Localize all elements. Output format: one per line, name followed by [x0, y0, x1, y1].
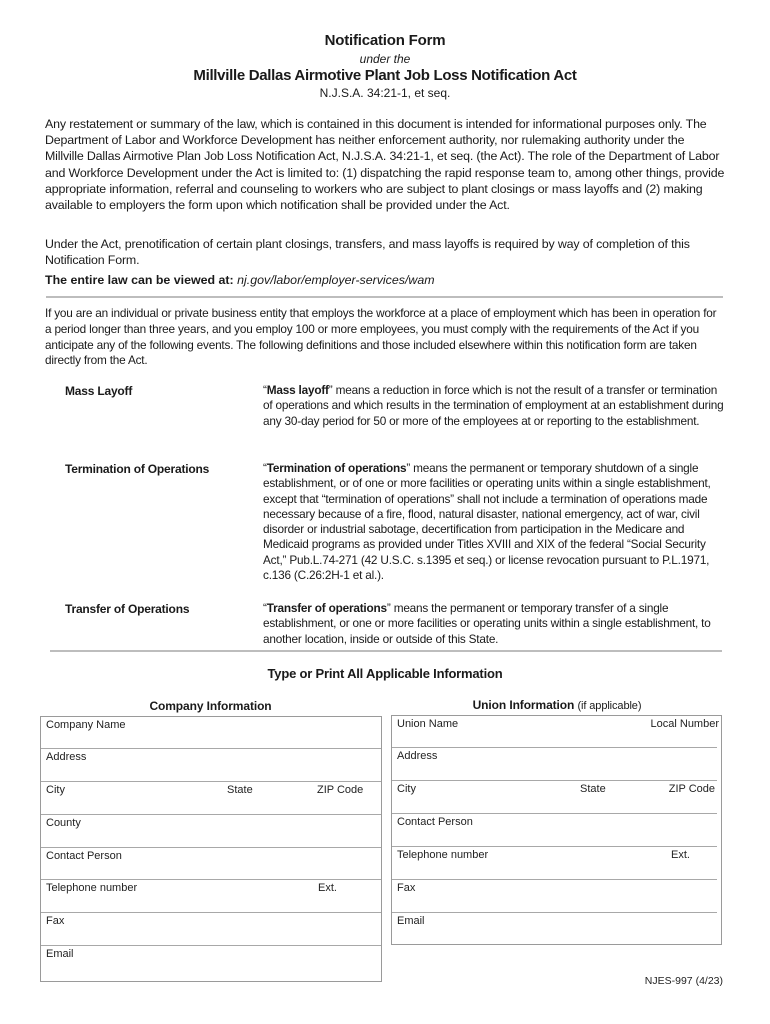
union-heading-text: Union Information: [472, 698, 575, 712]
definition-term-mass-layoff: Mass Layoff: [65, 384, 133, 398]
field-label: Contact Person: [46, 850, 122, 862]
company-info-box: [40, 716, 382, 982]
definition-text: ” means a reduction in force which is not the result of a transfer or termination of operations and which results in the termination of employment at an establishment during any 30-day period for 50 or more of the employees at or reporting to the establishment.: [263, 383, 724, 428]
definition-term-transfer: Transfer of Operations: [65, 602, 190, 616]
field-label: Fax: [397, 882, 416, 894]
telephone-label: Telephone number: [46, 882, 138, 894]
telephone-label: Telephone number: [397, 849, 489, 861]
requirements-paragraph: If you are an individual or private business entity that employs the workforce at a place of employment which has been in operation for a period longer than three years, and you employ 100 or more employees, you must comply with the requirements of the Act if you anticipate any of the following events. The following definitions and those included elsewhere within this notification form are taken directly from the Act.: [45, 306, 717, 368]
definition-text: ” means the permanent or temporary shutdown of a single establishment, or of one or more facilities or operating units within a single establishment, except that “termination of operations” shall not include a termination of operations made necessary because of a fire, flood, natural disaster, national emergency, act of war, civil disorder or industrial sabotage, decertification from participation in the Medicare and Medicaid programs as provided under Titles XVIII and XIX of the federal “Social Security Act,” Pub.L.74-271 (42 U.S.C. s.1395 et seq.) or license revocation pursuant to P.L.1971, c.136 (C.26:2H-1 et al.).: [263, 461, 711, 583]
form-title: Notification Form: [324, 32, 446, 49]
union-city-state-zip-row[interactable]: [392, 781, 717, 814]
zip-label: ZIP Code: [317, 784, 364, 796]
company-fax-field[interactable]: [41, 913, 381, 946]
field-label: Company Name: [46, 719, 126, 731]
form-subtitle: under the: [359, 52, 411, 66]
prenotification-paragraph: Under the Act, prenotification of certain plant closings, transfers, and mass layoffs is required by way of completion of this Notification Form.: [45, 237, 690, 268]
union-info-heading: [391, 698, 723, 712]
defined-term: Mass layoff: [266, 383, 329, 397]
act-title: Millville Dallas Airmotive Plant Job Loss Notification Act: [193, 67, 577, 84]
quote-mark: “: [263, 383, 267, 397]
definition-body-transfer: [263, 601, 725, 647]
field-label: Fax: [46, 915, 65, 927]
ext-label: Ext.: [318, 882, 337, 894]
company-city-state-zip-row[interactable]: [41, 782, 381, 815]
state-label: State: [227, 784, 253, 796]
union-name-label: Union Name: [397, 718, 459, 730]
field-label: Email: [397, 915, 425, 927]
local-number-label: Local Number: [650, 718, 719, 730]
company-email-field[interactable]: [41, 946, 381, 981]
union-info-box: [391, 715, 722, 945]
union-address-field[interactable]: [392, 748, 717, 781]
quote-mark: “: [263, 461, 267, 475]
quote-mark: “: [263, 601, 267, 615]
union-fax-field[interactable]: [392, 880, 717, 913]
form-code: NJES-997 (4/23): [644, 975, 723, 987]
field-label: County: [46, 817, 81, 829]
company-info-heading: Company Information: [149, 699, 272, 713]
company-address-field[interactable]: [41, 749, 381, 782]
form-section-heading: Type or Print All Applicable Information: [267, 666, 503, 681]
definition-text: ” means the permanent or temporary transfer of a single establishment, or one or more facilities or operating units within a single establishment, to another location, inside or outside of this State.: [263, 601, 711, 646]
field-label: Email: [46, 948, 74, 960]
statute-citation: N.J.S.A. 34:21-1, et seq.: [319, 86, 451, 100]
union-heading-note: (if applicable): [577, 700, 642, 712]
company-telephone-row[interactable]: [41, 880, 381, 913]
union-contact-person-field[interactable]: [392, 814, 717, 847]
law-reference-label: The entire law can be viewed at:: [45, 273, 234, 287]
definition-term-termination: Termination of Operations: [65, 462, 210, 476]
union-email-field[interactable]: [392, 913, 717, 944]
law-reference-link[interactable]: nj.gov/labor/employer-services/wam: [237, 273, 435, 287]
definition-body-termination: [263, 461, 725, 583]
disclaimer-paragraph: Any restatement or summary of the law, which is contained in this document is intended for informational purposes only. The Department of Labor and Workforce Development has neither enforcement authority, nor rulemaking authority under the Millville Dallas Airmotive Plan Job Loss Notification Act, N.J.S.A. 34:21-1, et seq. (the Act). The role of the Department of Labor and Workforce Development under the Act is limited to: (1) dispatching the rapid response team to, among other things, provide appropriate information, referral and counseling to workers who are subject to plant closings or mass layoffs and (2) making available to employers the form upon which notification shall be provided under the Act.: [45, 117, 725, 213]
city-label: City: [46, 784, 65, 796]
divider: [50, 650, 722, 652]
company-county-field[interactable]: [41, 815, 381, 848]
company-name-field[interactable]: [41, 717, 381, 749]
divider: [46, 296, 723, 298]
defined-term: Transfer of operations: [266, 601, 387, 615]
defined-term: Termination of operations: [266, 461, 407, 475]
city-label: City: [397, 783, 416, 795]
definition-body-mass-layoff: [263, 383, 725, 429]
field-label: Address: [46, 751, 87, 763]
union-telephone-row[interactable]: [392, 847, 717, 880]
zip-label: ZIP Code: [668, 783, 715, 795]
field-label: Contact Person: [397, 816, 473, 828]
ext-label: Ext.: [671, 849, 690, 861]
union-name-row[interactable]: [392, 716, 717, 748]
company-contact-person-field[interactable]: [41, 848, 381, 880]
field-label: Address: [397, 750, 438, 762]
law-reference-line: [45, 273, 435, 287]
state-label: State: [580, 783, 606, 795]
